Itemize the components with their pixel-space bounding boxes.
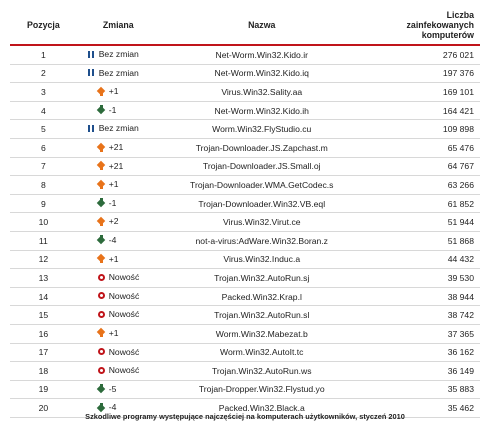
change-label: -4 [108, 402, 117, 413]
change-label: -1 [108, 104, 117, 115]
malware-name-cell: Trojan-Downloader.Win32.VB.eql [160, 194, 364, 213]
malware-name-cell: Net-Worm.Win32.Kido.ih [160, 101, 364, 120]
change-label: Nowość [108, 346, 140, 357]
malware-name-cell: Worm.Win32.AutoIt.tc [160, 343, 364, 362]
change-label: +21 [108, 160, 124, 171]
change-indicator [97, 216, 119, 226]
infected-count-cell: 37 365 [364, 324, 480, 343]
position-cell: 2 [10, 64, 77, 83]
malware-name-cell: Trojan.Win32.AutoRun.sj [160, 269, 364, 288]
change-indicator [97, 86, 119, 96]
infected-count-cell: 38 944 [364, 287, 480, 306]
change-indicator [97, 179, 119, 189]
infected-count-cell: 197 376 [364, 64, 480, 83]
pause-icon [87, 68, 96, 77]
change-label: +2 [108, 216, 119, 227]
pause-icon [87, 124, 96, 133]
table-row [10, 120, 480, 139]
table-row [10, 176, 480, 195]
change-label: +1 [108, 327, 119, 338]
table-row [10, 45, 480, 64]
malware-name-cell: Trojan-Dropper.Win32.Flystud.yo [160, 380, 364, 399]
change-label: -1 [108, 197, 117, 208]
change-label: -5 [108, 383, 117, 394]
infected-count-cell: 169 101 [364, 83, 480, 102]
position-cell: 19 [10, 380, 77, 399]
position-cell: 5 [10, 120, 77, 139]
infected-count-cell: 51 868 [364, 231, 480, 250]
change-indicator [97, 347, 140, 357]
change-indicator [97, 384, 117, 394]
position-cell: 17 [10, 343, 77, 362]
infected-count-cell: 51 944 [364, 213, 480, 232]
malware-name-cell: Virus.Win32.Induc.a [160, 250, 364, 269]
change-cell [77, 64, 160, 83]
arrow-up-icon [97, 143, 106, 152]
change-label: Nowość [108, 290, 140, 301]
malware-name-cell: Net-Worm.Win32.Kido.ir [160, 45, 364, 64]
table-row [10, 362, 480, 381]
change-label: Bez zmian [98, 49, 139, 60]
table-row [10, 269, 480, 288]
change-label: Bez zmian [98, 67, 139, 78]
arrow-up-icon [97, 161, 106, 170]
malware-name-cell: Net-Worm.Win32.Kido.iq [160, 64, 364, 83]
change-label: -4 [108, 234, 117, 245]
malware-name-cell: Virus.Win32.Sality.aa [160, 83, 364, 102]
malware-name-cell: Trojan-Downloader.JS.Small.oj [160, 157, 364, 176]
infected-count-cell: 276 021 [364, 45, 480, 64]
table-row [10, 138, 480, 157]
change-cell [77, 380, 160, 399]
infected-count-cell: 38 742 [364, 306, 480, 325]
position-cell: 3 [10, 83, 77, 102]
malware-ranking-table [10, 6, 480, 418]
table-row [10, 157, 480, 176]
arrow-up-icon [97, 87, 106, 96]
change-cell [77, 194, 160, 213]
malware-name-cell: Virus.Win32.Virut.ce [160, 213, 364, 232]
change-indicator [87, 68, 139, 78]
header-position: Pozycja [10, 6, 77, 45]
change-cell [77, 176, 160, 195]
pause-icon [87, 50, 96, 59]
arrow-up-icon [97, 254, 106, 263]
change-indicator [97, 309, 140, 319]
table-header [10, 6, 480, 45]
infected-count-cell: 65 476 [364, 138, 480, 157]
malware-name-cell: Trojan.Win32.AutoRun.ws [160, 362, 364, 381]
change-indicator [97, 198, 117, 208]
change-indicator [97, 105, 117, 115]
header-change: Zmiana [77, 6, 160, 45]
change-indicator [97, 272, 140, 282]
table-row [10, 306, 480, 325]
change-indicator [97, 402, 117, 412]
header-count-line2: zainfekowanych [406, 20, 474, 30]
position-cell: 18 [10, 362, 77, 381]
arrow-down-icon [97, 105, 106, 114]
table-body [10, 45, 480, 417]
change-cell [77, 120, 160, 139]
position-cell: 14 [10, 287, 77, 306]
arrow-up-icon [97, 328, 106, 337]
position-cell: 10 [10, 213, 77, 232]
position-cell: 4 [10, 101, 77, 120]
new-entry-icon [97, 273, 106, 282]
malware-name-cell: Trojan-Downloader.JS.Zapchast.m [160, 138, 364, 157]
position-cell: 6 [10, 138, 77, 157]
change-cell [77, 287, 160, 306]
infected-count-cell: 35 462 [364, 399, 480, 418]
position-cell: 7 [10, 157, 77, 176]
malware-name-cell: Packed.Win32.Krap.l [160, 287, 364, 306]
table-row [10, 250, 480, 269]
change-label: +1 [108, 86, 119, 97]
change-label: +21 [108, 142, 124, 153]
malware-name-cell: not-a-virus:AdWare.Win32.Boran.z [160, 231, 364, 250]
arrow-up-icon [97, 217, 106, 226]
change-label: Bez zmian [98, 123, 139, 134]
position-cell: 12 [10, 250, 77, 269]
change-cell [77, 157, 160, 176]
change-cell [77, 306, 160, 325]
table-row [10, 194, 480, 213]
change-indicator [97, 291, 140, 301]
change-cell [77, 269, 160, 288]
header-count-line1: Liczba [446, 10, 474, 20]
header-name: Nazwa [160, 6, 364, 45]
table-row [10, 343, 480, 362]
new-entry-icon [97, 366, 106, 375]
change-cell [77, 343, 160, 362]
change-label: +1 [108, 179, 119, 190]
change-indicator [87, 123, 139, 133]
position-cell: 20 [10, 399, 77, 418]
position-cell: 1 [10, 45, 77, 64]
malware-name-cell: Trojan-Downloader.WMA.GetCodec.s [160, 176, 364, 195]
change-cell [77, 83, 160, 102]
change-indicator [87, 49, 139, 59]
new-entry-icon [97, 310, 106, 319]
change-indicator [97, 235, 117, 245]
malware-name-cell: Trojan.Win32.AutoRun.sl [160, 306, 364, 325]
infected-count-cell: 36 149 [364, 362, 480, 381]
arrow-up-icon [97, 180, 106, 189]
position-cell: 13 [10, 269, 77, 288]
position-cell: 16 [10, 324, 77, 343]
change-cell [77, 138, 160, 157]
change-indicator [97, 365, 140, 375]
table-row [10, 380, 480, 399]
change-cell [77, 362, 160, 381]
malware-name-cell: Worm.Win32.Mabezat.b [160, 324, 364, 343]
infected-count-cell: 39 530 [364, 269, 480, 288]
change-indicator [97, 161, 124, 171]
table-row [10, 101, 480, 120]
position-cell: 8 [10, 176, 77, 195]
infected-count-cell: 109 898 [364, 120, 480, 139]
new-entry-icon [97, 291, 106, 300]
change-label: +1 [108, 253, 119, 264]
infected-count-cell: 44 432 [364, 250, 480, 269]
change-label: Nowość [108, 365, 140, 376]
table-row [10, 231, 480, 250]
change-indicator [97, 254, 119, 264]
table-row [10, 287, 480, 306]
arrow-down-icon [97, 198, 106, 207]
arrow-down-icon [97, 384, 106, 393]
position-cell: 15 [10, 306, 77, 325]
change-indicator [97, 328, 119, 338]
table-row [10, 213, 480, 232]
malware-name-cell: Packed.Win32.Black.a [160, 399, 364, 418]
header-row [10, 6, 480, 45]
infected-count-cell: 36 162 [364, 343, 480, 362]
change-cell [77, 45, 160, 64]
infected-count-cell: 61 852 [364, 194, 480, 213]
position-cell: 9 [10, 194, 77, 213]
header-count [364, 6, 480, 45]
change-indicator [97, 142, 124, 152]
table-row [10, 64, 480, 83]
infected-count-cell: 164 421 [364, 101, 480, 120]
infected-count-cell: 35 883 [364, 380, 480, 399]
change-label: Nowość [108, 309, 140, 320]
header-count-line3: komputerów [421, 30, 474, 40]
table-caption: Szkodliwe programy występujące najczęściej na komputerach użytkowników, styczeń 2010 [85, 412, 405, 421]
table-row [10, 324, 480, 343]
arrow-down-icon [97, 235, 106, 244]
infected-count-cell: 64 767 [364, 157, 480, 176]
arrow-down-icon [97, 403, 106, 412]
change-cell [77, 250, 160, 269]
change-label: Nowość [108, 272, 140, 283]
table-row [10, 83, 480, 102]
change-cell [77, 231, 160, 250]
change-cell [77, 213, 160, 232]
malware-name-cell: Worm.Win32.FlyStudio.cu [160, 120, 364, 139]
new-entry-icon [97, 347, 106, 356]
change-cell [77, 101, 160, 120]
position-cell: 11 [10, 231, 77, 250]
infected-count-cell: 63 266 [364, 176, 480, 195]
change-cell [77, 324, 160, 343]
